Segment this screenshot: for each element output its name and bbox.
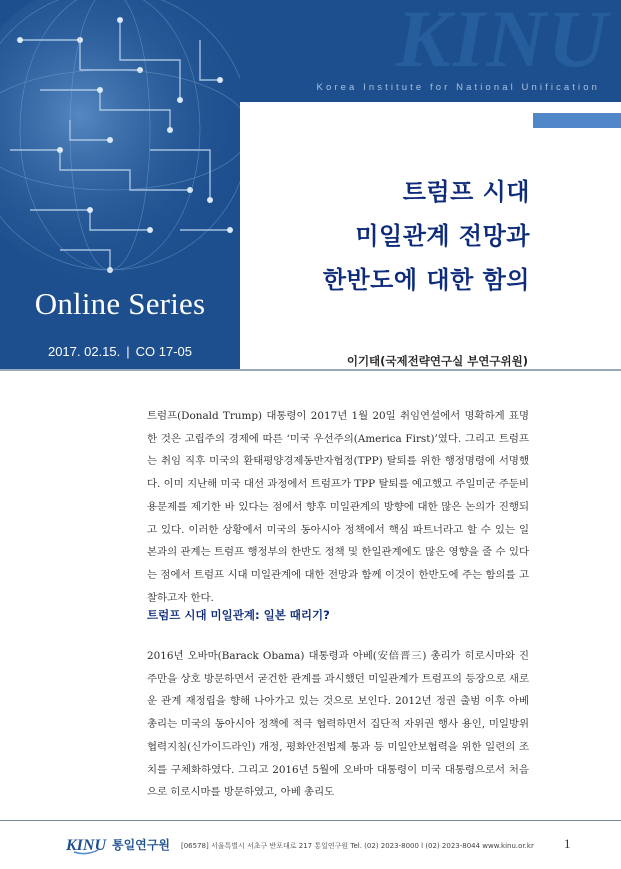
date-and-code bbox=[0, 344, 240, 359]
author-name: 이기태(국제전략연구실 부연구위원) bbox=[346, 354, 528, 368]
cover-left-panel bbox=[0, 0, 240, 369]
title-line-3: 한반도에 대한 함의 bbox=[322, 266, 530, 294]
footer-logo bbox=[64, 833, 170, 855]
globe-network-graphic bbox=[0, 0, 240, 290]
accent-bar bbox=[533, 113, 621, 128]
footer-address: [06578] 서울특별시 서초구 반포대로 217 통일연구원 Tel. (02) 2023-8000 l (02) 2023-8044 www.kinu.or.kr bbox=[181, 842, 534, 850]
header-divider bbox=[0, 369, 621, 371]
separator: | bbox=[126, 344, 130, 359]
footer-divider bbox=[0, 820, 621, 821]
title-line-1: 트럼프 시대 bbox=[402, 178, 530, 206]
paragraph-body: 2016년 오바마(Barack Obama) 대통령과 아베(安倍晋三) 총리가 히로시마와 진주만을 상호 방문하면서 굳건한 관계를 과시했던 미일관계가 트럼프의 등장으로 새로운 관계 재정립을 향해 나아가고 있는 것으로 보인다. 2012년 정권 출범 이후 아베 총리는 미국의 동아시아 정책에 적극 협력하면서 집단적 자위권 행사 용인, 미일방위협력지침(신가이드라인) 개정, 평화안전법제 통과 등 미일안보협력을 위한 일련의 조치를 구체화하였다. 그리고 2016년 5월에 오바마 대통령이 미국 대통령으로서 처음으로 히로시마를 방문하였고, 아베 총리도 bbox=[147, 650, 529, 799]
institute-name: Korea Institute for National Unification bbox=[316, 82, 600, 93]
page-number: 1 bbox=[564, 836, 571, 851]
series-title: Online Series bbox=[34, 286, 206, 321]
header-band bbox=[240, 0, 621, 102]
footer-logo-text: 통일연구원 bbox=[112, 837, 170, 852]
kinu-logo-icon bbox=[64, 833, 108, 855]
title-line-2: 미일관계 전망과 bbox=[355, 222, 530, 250]
publication-date: 2017. 02.15. bbox=[47, 344, 121, 359]
kinu-logo-mark: KINU bbox=[66, 837, 107, 854]
series-code: CO 17-05 bbox=[135, 344, 193, 359]
paragraph-intro: 트럼프(Donald Trump) 대통령이 2017년 1월 20일 취임연설에서 명확하게 표명한 것은 고립주의 경제에 따른 ‘미국 우선주의(America First)’였다. 그리고 트럼프는 취임 직후 미국의 환태평양경제동반자협정(TPP) 탈퇴를 위한 행정명령에 서명했다. 이미 지난해 미국 대선 과정에서 트럼프가 TPP 탈퇴를 예고했고 주일미군 주둔비용문제를 제기한 바 있다는 점에서 향후 미일관계의 방향에 대한 많은 논의가 진행되고 있다. 이러한 상황에서 미국의 동아시아 정책에서 핵심 파트너라고 할 수 있는 일본과의 관계는 트럼프 행정부의 한반도 정책 및 한일관계에도 많은 영향을 줄 수 있다는 점에서 트럼프 시대 미일관계에 대한 전망과 함께 이것이 한반도에 주는 함의를 고찰하고자 한다. bbox=[147, 410, 529, 604]
section-heading: 트럼프 시대 미일관계: 일본 때리기? bbox=[147, 608, 330, 622]
kinu-watermark-logo: KINU bbox=[395, 0, 609, 84]
report-title bbox=[240, 170, 530, 302]
